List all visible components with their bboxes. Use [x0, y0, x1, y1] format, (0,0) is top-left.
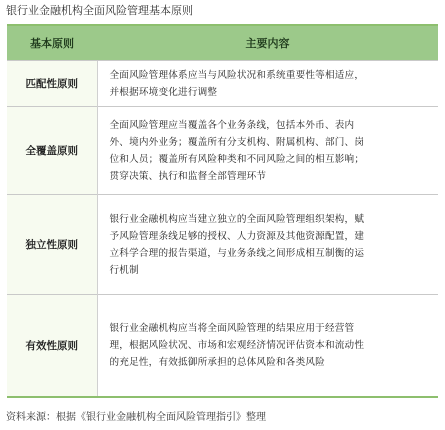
table-row: [7, 195, 438, 295]
content-cell: [97, 107, 438, 195]
table-row: [7, 295, 438, 397]
content-cell: [97, 61, 438, 107]
column-header-content: 主要内容: [97, 26, 438, 61]
content-cell: [97, 195, 438, 295]
content-line: 外、境内外业务；覆盖所有分支机构、附属机构、部门、岗: [109, 136, 365, 148]
table-caption: 银行业金融机构全面风险管理基本原则: [6, 4, 193, 17]
content-cell: [97, 295, 438, 397]
principles-table-container: [7, 24, 438, 398]
content-line: 理，根据风险状况、市场和宏观经济情况评估资本和流动性: [109, 339, 365, 351]
principle-cell: 匹配性原则: [7, 61, 97, 107]
table-header-row: [7, 26, 438, 61]
content-line: 银行业金融机构应当建立独立的全面风险管理组织架构，赋: [109, 213, 365, 225]
content-line: 并根据环境变化进行调整: [109, 86, 218, 98]
content-line: 位和人员；覆盖所有风险种类和不同风险之间的相互影响；: [109, 153, 365, 165]
source-note: 资料来源：根据《银行业金融机构全面风险管理指引》整理: [6, 412, 266, 423]
content-line: 行机制: [109, 264, 139, 276]
principles-table: [7, 26, 438, 398]
content-line: 的充足性，有效抵御所承担的总体风险和各类风险: [109, 356, 325, 368]
content-line: 银行业金融机构应当将全面风险管理的结果应用于经营管: [109, 322, 355, 334]
column-header-principle: 基本原则: [7, 26, 97, 61]
principle-cell: 全覆盖原则: [7, 107, 97, 195]
table-row: [7, 61, 438, 107]
principle-cell: 有效性原则: [7, 295, 97, 397]
principle-cell: 独立性原则: [7, 195, 97, 295]
table-row: [7, 107, 438, 195]
content-line: 立科学合理的报告渠道，与业务条线之间形成相互制衡的运: [109, 247, 365, 259]
content-line: 全面风险管理体系应当与风险状况和系统重要性等相适应，: [109, 69, 365, 81]
content-line: 全面风险管理应当覆盖各个业务条线，包括本外币、表内: [109, 119, 355, 131]
content-line: 贯穿决策、执行和监督全部管理环节: [109, 170, 267, 182]
content-line: 予风险管理条线足够的授权、人力资源及其他资源配置，建: [109, 230, 365, 242]
